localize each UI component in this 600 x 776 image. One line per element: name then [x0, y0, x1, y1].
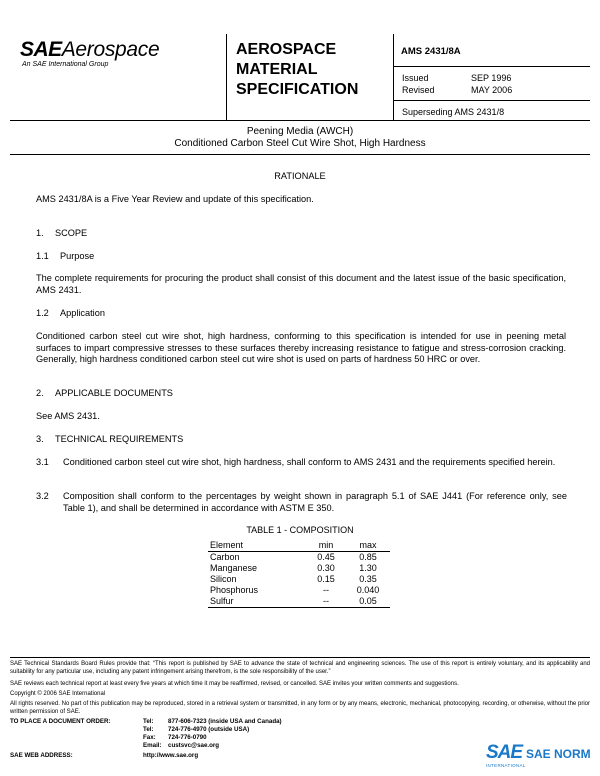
title-line-1: AEROSPACE: [236, 41, 337, 58]
table-row: [208, 596, 390, 608]
table-cell-max: 0.05: [346, 596, 390, 608]
table-cell-min: 0.30: [317, 563, 335, 573]
sae-aerospace-logo: [20, 38, 210, 78]
section-1-title: SCOPE: [55, 228, 88, 238]
table-header-row: [208, 540, 390, 552]
superseding-note: Superseding AMS 2431/8: [402, 107, 505, 117]
logo-brand: SAE: [20, 38, 62, 61]
section-1-1-title: Purpose: [60, 251, 95, 261]
rationale-text: AMS 2431/8A is a Five Year Review and update of this specification.: [36, 194, 314, 204]
tel-label: Tel:: [143, 718, 154, 725]
section-3-1-number: 3.1: [36, 457, 49, 467]
section-3-number: 3.: [36, 434, 44, 444]
sae-norm-watermark: [486, 742, 590, 772]
table-cell-min: --: [306, 596, 346, 608]
table-row: [208, 563, 390, 574]
table-cell-max: 0.85: [359, 552, 377, 562]
logo-tagline: An SAE International Group: [22, 61, 109, 68]
table-header-max: max: [346, 540, 390, 552]
section-3-2-text: Composition shall conform to the percentages by weight shown in paragraph 5.1 of SAE J441 (For reference only, see Table 1), and shall be determined in accordance with ASTM E 350.: [63, 491, 567, 513]
table-cell-max: 0.35: [359, 574, 377, 584]
table-cell-element: Carbon: [210, 552, 240, 562]
composition-table: [208, 540, 390, 608]
email-link[interactable]: custsvc@sae.org: [168, 742, 220, 749]
tel2-value: 724-776-4970 (outside USA): [168, 726, 250, 733]
header-divider-right: [393, 34, 394, 120]
section-2-text: See AMS 2431.: [36, 411, 100, 421]
table-row: [208, 552, 390, 564]
table-header-element: Element: [208, 540, 306, 552]
table-cell-max: 1.30: [359, 563, 377, 573]
email-label: Email:: [143, 742, 162, 749]
footer-divider: [10, 657, 590, 658]
table-cell-element: Phosphorus: [210, 585, 259, 595]
section-2-title: APPLICABLE DOCUMENTS: [55, 388, 173, 398]
section-1-1-number: 1.1: [36, 251, 49, 261]
order-label: TO PLACE A DOCUMENT ORDER:: [10, 718, 111, 725]
document-number: AMS 2431/8A: [401, 46, 461, 57]
docno-divider: [393, 66, 590, 67]
section-1-2-text: Conditioned carbon steel cut wire shot, high hardness, conforming to this specification is intended for use in peening metal surfaces to impart compressive stresses to these surfaces thereby increasing resistance to fatigue and stress-corrosion cracking. Generally, high hardness conditioned carbon steel cut wire shot is used on parts of hardness 50 HRC or over.: [36, 331, 566, 364]
section-1-number: 1.: [36, 228, 44, 238]
web-address-label: SAE WEB ADDRESS:: [10, 752, 73, 759]
revised-label: Revised: [402, 85, 435, 95]
table-cell-min: --: [323, 585, 329, 595]
document-title: [10, 126, 590, 150]
document-title-line-2: Conditioned Carbon Steel Cut Wire Shot, High Hardness: [174, 138, 426, 149]
issued-label: Issued: [402, 73, 429, 83]
title-divider: [10, 154, 590, 155]
title-line-3: SPECIFICATION: [236, 81, 359, 98]
watermark-sae-mark: SAE: [486, 742, 523, 763]
table-1-caption: TABLE 1 - COMPOSITION: [246, 525, 354, 535]
table-cell-min: 0.45: [317, 552, 335, 562]
section-2-number: 2.: [36, 388, 44, 398]
logo-word: Aerospace: [61, 38, 160, 61]
footer-review-text: SAE reviews each technical report at least every five years at which time it may be reaffirmed, revised, or cancelled. SAE invites your written comments and suggestions.: [10, 681, 459, 687]
header-divider-left: [226, 34, 227, 120]
dates-divider: [393, 100, 590, 101]
section-1-2-title: Application: [60, 308, 105, 318]
footer-rights-text: All rights reserved. No part of this publication may be reproduced, stored in a retrieval system or transmitted, in any form or by any means, electronic, mechanical, photocopying, recording, or otherwise, without the prior written permission of SAE.: [10, 701, 590, 715]
table-cell-min: 0.15: [317, 574, 335, 584]
title-line-2: MATERIAL: [236, 61, 318, 78]
fax-value: 724-776-0790: [168, 734, 207, 741]
table-header-min: min: [306, 540, 346, 552]
tel2-label: Tel:: [143, 726, 154, 733]
spec-type-title: [236, 40, 386, 100]
watermark-subtext: INTERNATIONAL: [486, 763, 526, 768]
table-row: [208, 574, 390, 585]
section-3-1-text: Conditioned carbon steel cut wire shot, high hardness, shall conform to AMS 2431 and the requirements specified herein.: [63, 457, 556, 467]
rationale-heading: RATIONALE: [274, 171, 326, 181]
document-title-line-1: Peening Media (AWCH): [246, 126, 354, 137]
table-cell-element: Manganese: [210, 563, 258, 573]
table-row: [208, 585, 390, 596]
section-3-2-number: 3.2: [36, 491, 49, 501]
web-address-link[interactable]: http://www.sae.org: [143, 752, 199, 759]
table-cell-element: Sulfur: [208, 596, 306, 608]
section-1-1-text: The complete requirements for procuring the product shall consist of this document and the latest issue of the basic specification, AMS 2431.: [36, 273, 566, 295]
section-3-title: TECHNICAL REQUIREMENTS: [55, 434, 184, 444]
section-1-2-number: 1.2: [36, 308, 49, 318]
footer-rules-text: SAE Technical Standards Board Rules provide that: “This report is published by SAE to advance the state of technical and engineering sciences. The use of this report is entirely voluntary, and its applicability and suitability for any particular use, including any patent infringement arising therefrom, is the sole responsibility of the user.”: [10, 661, 590, 675]
table-cell-element: Silicon: [210, 574, 237, 584]
issued-date: SEP 1996: [471, 73, 512, 83]
fax-label: Fax:: [143, 734, 156, 741]
table-cell-max: 0.040: [356, 585, 380, 595]
watermark-text: SAE NORM: [526, 747, 591, 761]
tel-value: 877-606-7323 (inside USA and Canada): [168, 718, 282, 725]
footer-copyright: Copyright © 2006 SAE International: [10, 691, 106, 697]
revised-date: MAY 2006: [471, 85, 513, 95]
